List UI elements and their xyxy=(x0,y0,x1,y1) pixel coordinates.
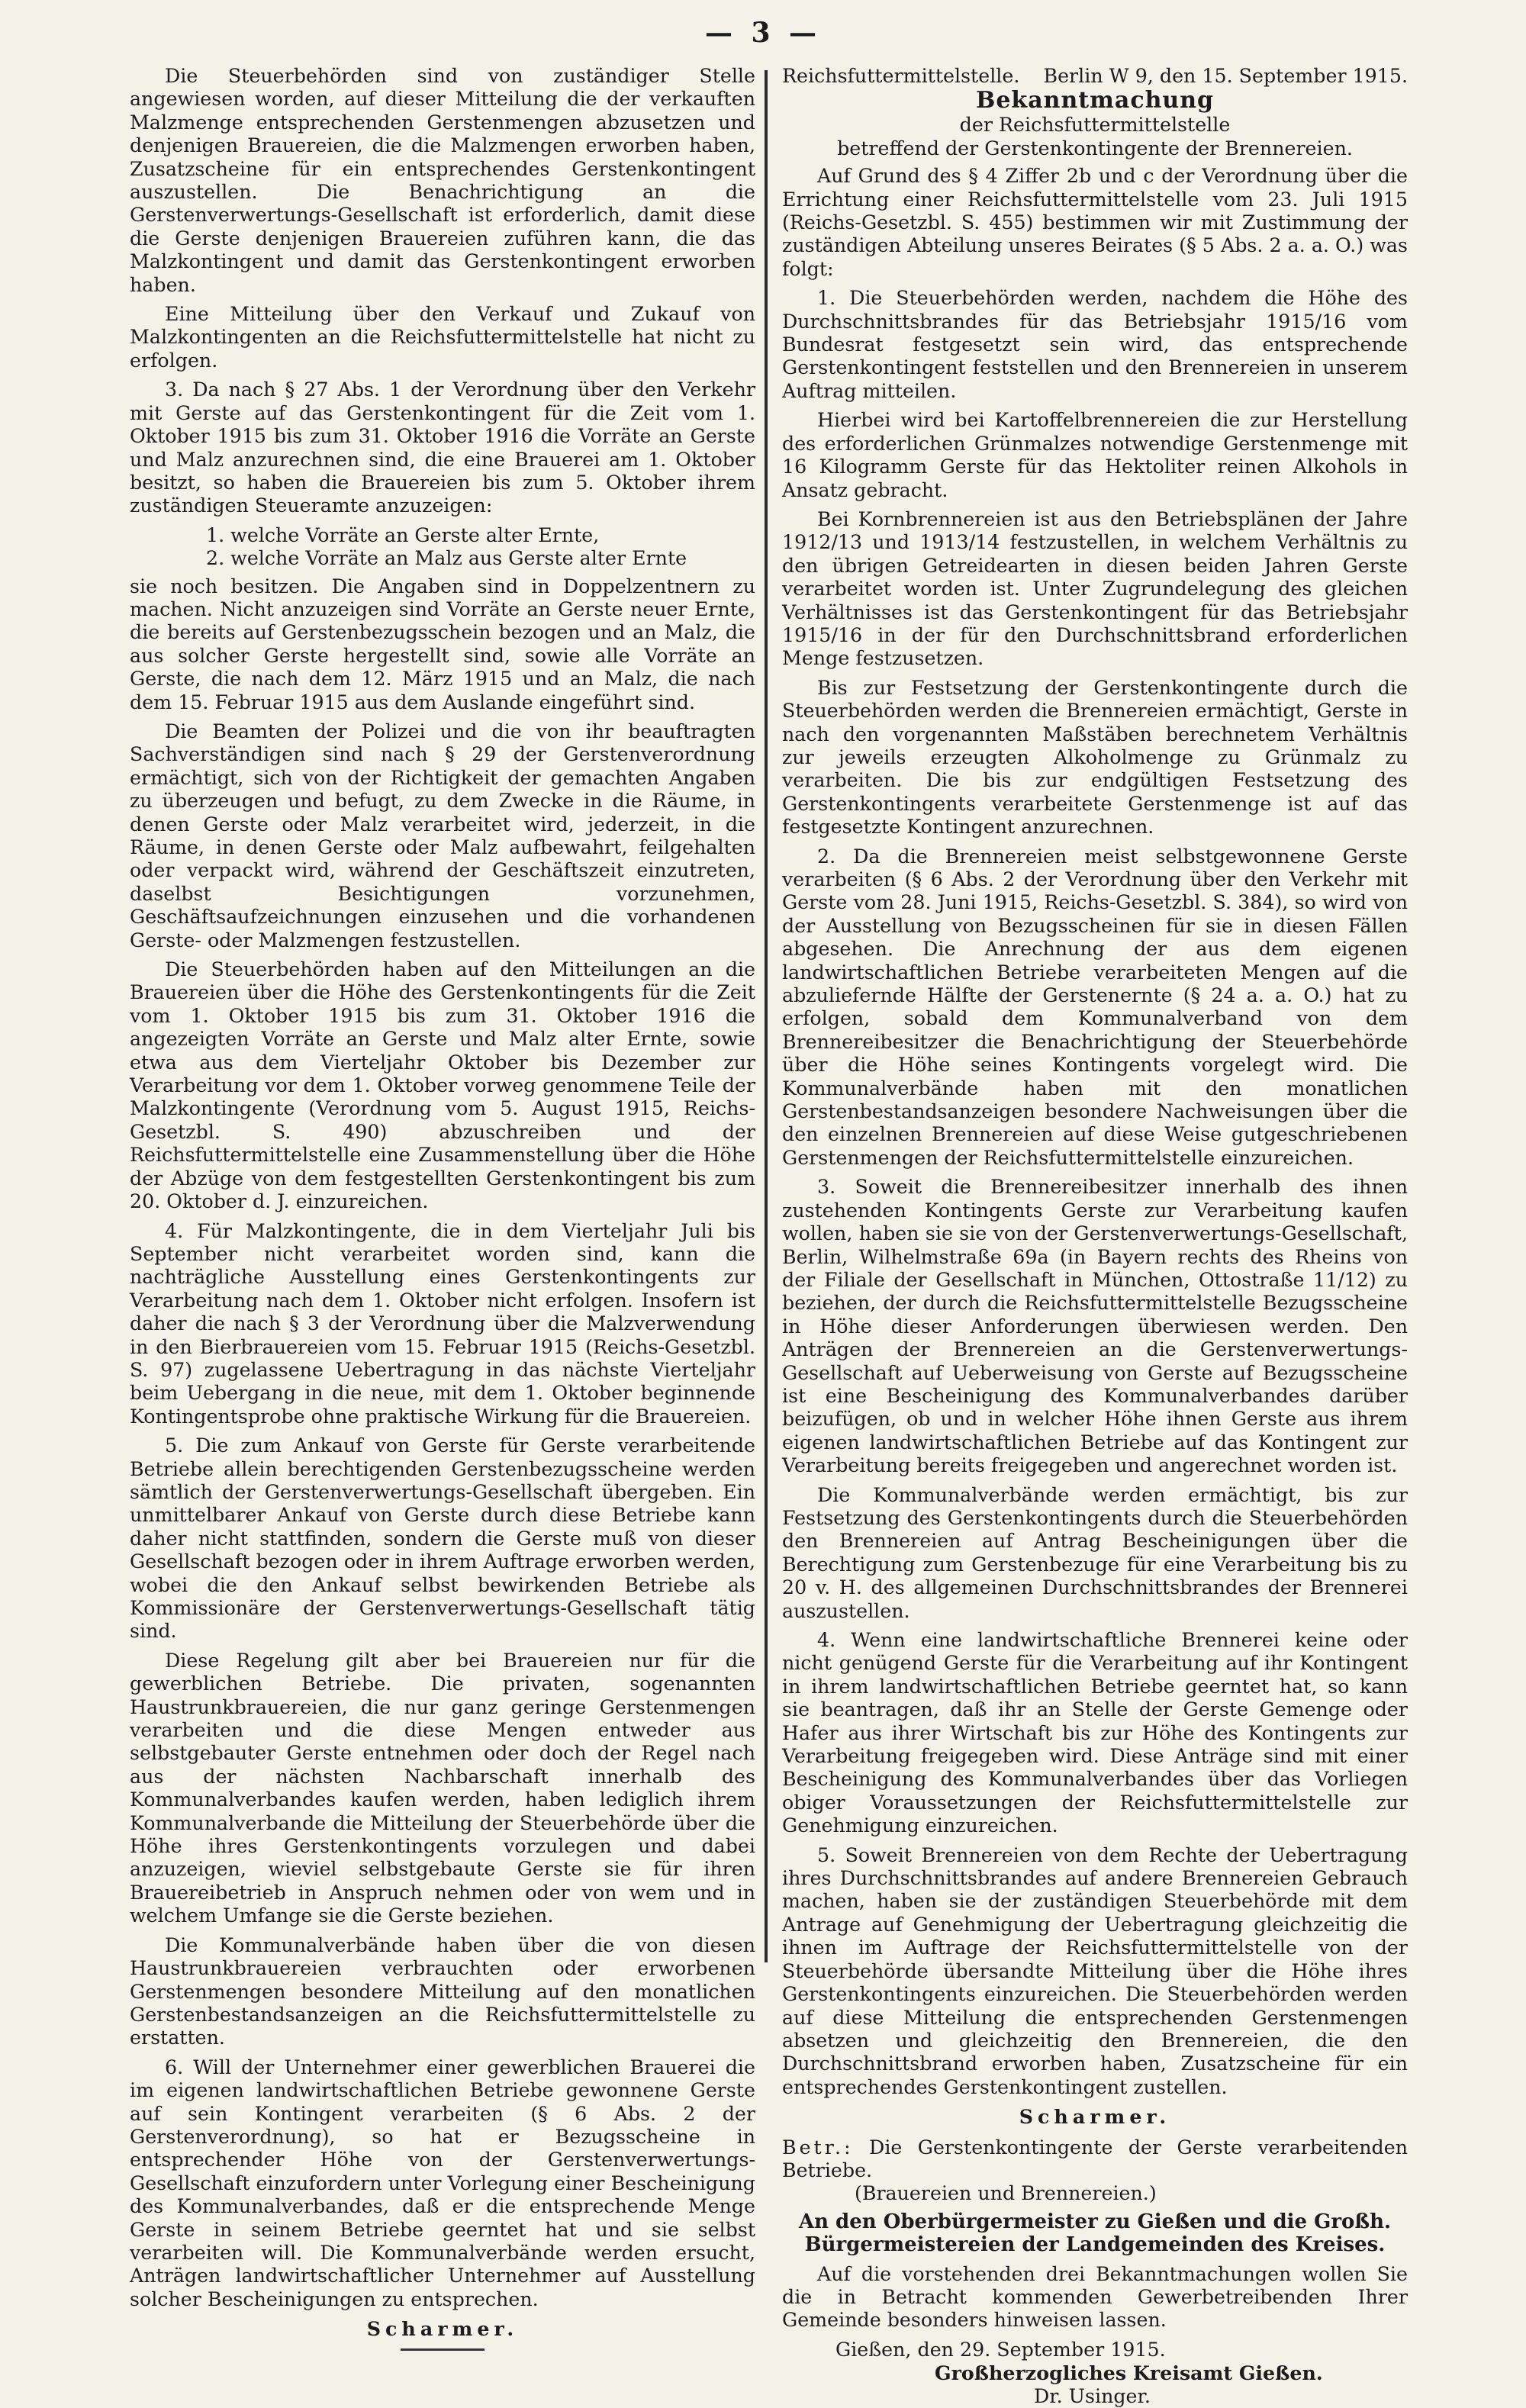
list-item: 2. welche Vorräte an Malz aus Gerste alter Ernte xyxy=(206,547,687,570)
closing-block xyxy=(782,2339,1408,2408)
paragraph: 4. Wenn eine landwirtschaftliche Brennerei keine oder nicht genügend Gerste für die Verarbeitung auf ihr Kontingent in ihrem landwirtschaftlichen Betriebe geerntet hat, so kann sie beantragen, daß ihr an Stelle der Gerste Gemenge oder Hafer aus ihrer Wirtschaft bis zur Höhe des Kontingents zur Verarbeitung freigegeben wird. Diese Anträge sind mit einer Bescheinigung des Kommunalverbandes über das Vorliegen obiger Voraussetzungen der Reichsfuttermittelstelle zur Genehmigung einzureichen. xyxy=(782,1629,1408,1837)
place-date: Berlin W 9, den 15. September 1915. xyxy=(1043,65,1408,87)
paragraph: Auf die vorstehenden drei Bekanntmachungen wollen Sie die in Betracht kommenden Gewerbetreibenden Ihrer Gemeinde besonders hinweisen lassen. xyxy=(782,2262,1408,2332)
subject-text: Die Gerstenkontingente der Gerste verarbeitenden Betriebe. xyxy=(782,2136,1408,2181)
paragraph: Die Kommunalverbände werden ermächtigt, bis zur Festsetzung des Gerstenkontingents durch die Steuerbehörden den Brennereien auf Antrag Bescheinigungen über die Berechtigung zum Gerstenbezuge für eine Verarbeitung bis zu 20 v. H. des allgemeinen Durchschnittsbrandes der Brennerei auszustellen. xyxy=(782,1483,1408,1622)
signature: Scharmer. xyxy=(1019,2105,1171,2129)
right-column xyxy=(782,65,1408,2408)
left-column xyxy=(130,65,755,2351)
paragraph: Die Steuerbehörden sind von zuständiger Stelle angewiesen worden, auf dieser Mitteilung die der verkauften Malzmenge entsprechenden Gerstenmengen abzusetzen und denjenigen Brauereien, die die Malzmengen erworben haben, Zusatzscheine für ein entsprechendes Gerstenkontingent auszustellen. Die Benachrichtigung an die Gerstenverwertungs-Gesellschaft ist erforderlich, damit diese die Gerste denjenigen Brauereien zuführen kann, die das Malzkontingent und damit das Gerstenkontingent erworben haben. xyxy=(130,65,755,296)
vorraete-list xyxy=(130,524,755,571)
column-divider xyxy=(765,70,768,1962)
paragraph: Die Kommunalverbände haben über die von diesen Haustrunkbrauereien verbrauchten oder erworbenen Gerstenmengen besondere Mitteilung auf den monatlichen Gerstenbestandsanzeigen an die Reichsfuttermittelstelle zu erstatten. xyxy=(130,1933,755,2049)
page-number: — 3 — xyxy=(704,17,822,49)
paragraph: Diese Regelung gilt aber bei Brauereien nur für die gewerblichen Betriebe. Die privaten, sogenannten Haustrunkbrauereien, die nur ganz geringe Gerstenmengen verarbeiten und die diese Mengen entweder aus selbstgebauter Gerste entnehmen oder doch der Regel nach aus der nächsten Nachbarschaft innerhalb des Kommunalverbandes kaufen werden, haben lediglich ihrem Kommunalverbande die Mitteilung der Steuerbehörde über die Höhe ihres Gerstenkontingents vorzulegen und dabei anzuzeigen, wieviel selbstgebaute Gerste sie für ihren Brauereibetrieb in Anspruch nehmen oder von wem und in welchem Umfange sie die Gerste beziehen. xyxy=(130,1649,755,1927)
subject-line xyxy=(782,2136,1408,2183)
paragraph: 1. Die Steuerbehörden werden, nachdem die Höhe des Durchschnittsbrandes für das Betriebsjahr 1915/16 vom Bundesrat festgesetzt sein wird, das entsprechende Gerstenkontingent feststellen und den Brennereien in unserem Auftrag mitteilen. xyxy=(782,287,1408,402)
issuer: Reichsfuttermittelstelle. xyxy=(782,65,1020,87)
paragraph: Auf Grund des § 4 Ziffer 2b und c der Verordnung über die Errichtung einer Reichsfuttermittelstelle vom 23. Juli 1915 (Reichs-Gesetzbl. S. 455) bestimmen wir mit Zustimmung der zuständigen Abteilung unseres Beirates (§ 5 Abs. 2 a. a. O.) was folgt: xyxy=(782,165,1408,280)
paragraph: Hierbei wird bei Kartoffelbrennereien die zur Herstellung des erforderlichen Grünmalzes notwendige Gerstenmenge mit 16 Kilogramm Gerste für das Hektoliter reinen Alkohols in Ansatz gebracht. xyxy=(782,409,1408,501)
closing-signer: Dr. Usinger. xyxy=(1034,2384,1151,2407)
subject-subtext: (Brauereien und Brennereien.) xyxy=(855,2182,1157,2205)
paragraph: 2. Da die Brennereien meist selbstgewonnene Gerste verarbeiten (§ 6 Abs. 2 der Verordnung über den Verkehr mit Gerste vom 28. Juni 1915, Reichs-Gesetzbl. S. 384), so wird von der Ausstellung von Bezugsscheinen für sie in diesen Fällen abgesehen. Die Anrechnung der aus dem eigenen landwirtschaftlichen Betriebe verarbeiteten Mengen auf die abzuliefernde Hälfte der Gerstenernte (§ 24 a. a. O.) hat zu erfolgen, sobald dem Kommunalverband von dem Brennereibesitzer die Benachrichtigung der Steuerbehörde über die Höhe seines Kontingents vorgelegt wird. Die Kommunalverbände haben mit den monatlichen Gerstenbestandsanzeigen besondere Nachweisungen über die den einzelnen Brennereien auf diese Weise gutgeschriebenen Gerstenmengen der Reichsfuttermittelstelle einzureichen. xyxy=(782,845,1408,1169)
paragraph: Eine Mitteilung über den Verkauf und Zukauf von Malzkontingenten an die Reichsfuttermittelstelle hat nicht zu erfolgen. xyxy=(130,303,755,372)
paragraph: Die Steuerbehörden haben auf den Mitteilungen an die Brauereien über die Höhe des Gerstenkontingents für die Zeit vom 1. Oktober 1915 bis zum 31. Oktober 1916 die angezeigten Vorräte an Gerste und Malz alter Ernte, sowie etwa aus dem Vierteljahr Oktober bis Dezember zur Verarbeitung vor dem 1. Oktober vorweg genommene Teile der Malzkontingente (Verordnung vom 5. August 1915, Reichs-Gesetzbl. S. 490) abzuschreiben und der Reichsfuttermittelstelle eine Zusammenstellung über die Höhe der Abzüge von dem festgestellten Gerstenkontingent bis zum 20. Oktober d. J. einzureichen. xyxy=(130,958,755,1213)
paragraph: Bis zur Festsetzung der Gerstenkontingente durch die Steuerbehörden werden die Brennereien ermächtigt, Gerste in nach den vorgenannten Maßstäben berechnetem Verhältnis zur jeweils erzeugten Alkoholmenge zu Grünmalz zu verarbeiten. Die bis zur endgültigen Festsetzung des Gerstenkontingents verarbeitete Gerstenmenge ist auf das festgesetzte Kontingent anzurechnen. xyxy=(782,676,1408,839)
closing-place-date: Gießen, den 29. September 1915. xyxy=(835,2338,1166,2361)
subject-label: Betr.: xyxy=(782,2136,854,2159)
paragraph: 5. Die zum Ankauf von Gerste für Gerste verarbeitende Betriebe allein berechtigenden Gerstenbezugsscheine werden sämtlich der Gerstenverwertungs-Gesellschaft übergeben. Ein unmittelbarer Ankauf von Gerste durch diese Betriebe kann daher nicht stattfinden, sondern die Gerste muß von dieser Gesellschaft bezogen oder in ihrem Auftrage erworben werden, wobei die den Ankauf selbst bewirkenden Betriebe als Kommissionäre der Gerstenverwertungs-Gesellschaft tätig sind. xyxy=(130,1434,755,1643)
addressee: An den Oberbürgermeister zu Gießen und die Großh. Bürgermeistereien der Landgemeinden des Kreises. xyxy=(798,2210,1392,2257)
paragraph: Die Beamten der Polizei und die von ihr beauftragten Sachverständigen sind nach § 29 der Gerstenverordnung ermächtigt, sich von der Richtigkeit der gemachten Angaben zu überzeugen und befugt, zu dem Zwecke in die Räume, in denen Gerste oder Malz verarbeitet wird, jederzeit, in die Räume, in denen Gerste oder Malz aufbewahrt, feilgehalten oder verpackt wird, während der Geschäftszeit einzutreten, daselbst Besichtigungen vorzunehmen, Geschäftsaufzeichnungen einzusehen und die vorhandenen Gerste- oder Malzmengen festzustellen. xyxy=(130,720,755,951)
separator-rule xyxy=(401,2348,485,2351)
paragraph: 3. Da nach § 27 Abs. 1 der Verordnung über den Verkehr mit Gerste auf das Gerstenkontingent für die Zeit vom 1. Oktober 1915 bis zum 31. Oktober 1916 die Vorräte an Gerste und Malz anzurechnen sind, die eine Brauerei am 1. Oktober besitzt, so haben die Brauereien bis zum 5. Oktober ihrem zuständigen Steueramte anzuzeigen: xyxy=(130,378,755,517)
announcement-subtitle: betreffend der Gerstenkontingente der Brennereien. xyxy=(837,137,1353,159)
announcement-header xyxy=(782,65,1408,88)
paragraph: sie noch besitzen. Die Angaben sind in Doppelzentnern zu machen. Nicht anzuzeigen sind Vorräte an Gerste neuer Ernte, die bereits auf Gerstenbezugsschein bezogen und an Malz, die aus solcher Gerste hergestellt sind, sowie alle Vorräte an Gerste, die nach dem 12. März 1915 und an Malz, die nach dem 15. Februar 1915 aus dem Auslande eingeführt sind. xyxy=(130,575,755,713)
paragraph: 5. Soweit Brennereien von dem Rechte der Uebertragung ihres Durchschnittsbrandes auf andere Brennereien Gebrauch machen, haben sie der zuständigen Steuerbehörde mit dem Antrage auf Genehmigung der Uebertragung gleichzeitig die ihnen im Auftrage der Reichsfuttermittelstelle von der Steuerbehörde übersandte Mitteilung über die Höhe ihres Gerstenkontingents einzureichen. Die Steuerbehörden werden auf diese Mitteilung die entsprechenden Gerstenmengen absetzen und gleichzeitig den Brennereien, die den Durchschnittsbrand erworben haben, Zusatzscheine für ein entsprechendes Gerstenkontingent zustellen. xyxy=(782,1843,1408,2098)
list-item: 1. welche Vorräte an Gerste alter Ernte, xyxy=(206,523,600,546)
paragraph: 4. Für Malzkontingente, die in dem Vierteljahr Juli bis September nicht verarbeitet worden sind, kann die nachträgliche Ausstellung eines Gerstenkontingents zur Verarbeitung nach dem 1. Oktober nicht erfolgen. Insofern ist daher die nach § 3 der Verordnung über die Malzverwendung in den Bierbrauereien vom 15. Februar 1915 (Reichs-Gesetzbl. S. 97) zugelassene Uebertragung in das nächste Vierteljahr beim Uebergang in die neue, mit dem 1. Oktober beginnende Kontingentsprobe ohne praktische Wirkung für die Brauereien. xyxy=(130,1219,755,1428)
announcement-subtitle: der Reichsfuttermittelstelle xyxy=(959,114,1231,137)
signature: Scharmer. xyxy=(366,2317,519,2341)
paragraph: 3. Soweit die Brennereibesitzer innerhalb des ihnen zustehenden Kontingents Gerste zur Verarbeitung kaufen wollen, haben sie sie von der Gerstenverwertungs-Gesellschaft, Berlin, Wilhelmstraße 69a (in Bayern rechts des Rheins von der Filiale der Gesellschaft in München, Ottostraße 11/12) zu beziehen, der durch die Reichsfuttermittelstelle Bezugsscheine in Höhe dieser Anforderungen überwiesen werden. Den Anträgen der Brennereien an die Gerstenverwertungs-Gesellschaft auf Ueberweisung von Gerste auf Bezugsscheine ist eine Bescheinigung des Kommunalverbandes darüber beizufügen, ob und in welcher Höhe ihnen Gerste aus ihrem eigenen landwirtschaftlichen Betriebe auf das Kontingent zur Verarbeitung bereits freigegeben und angerechnet worden ist. xyxy=(782,1176,1408,1477)
announcement-title: Bekanntmachung xyxy=(975,87,1214,114)
paragraph: 6. Will der Unternehmer einer gewerblichen Brauerei die im eigenen landwirtschaftlichen Betriebe gewonnene Gerste auf sein Kontingent verarbeiten (§ 6 Abs. 2 der Gerstenverordnung), so hat er Bezugsscheine in entsprechender Höhe von der Gerstenverwertungs-Gesellschaft einzufordern unter Vorlegung einer Bescheinigung des Kommunalverbandes, daß er die entsprechende Menge Gerste in seinem Betriebe geerntet hat und sie selbst verarbeiten will. Die Kommunalverbände werden ersucht, Anträgen landwirtschaftlicher Unternehmer auf Ausstellung solcher Bescheinigungen zu entsprechen. xyxy=(130,2055,755,2310)
paragraph: Bei Kornbrennereien ist aus den Betriebsplänen der Jahre 1912/13 und 1913/14 festzustellen, in welchem Verhältnis zu den übrigen Getreidearten in diesen beiden Jahren Gerste verarbeitet worden ist. Unter Zugrundelegung des gleichen Verhältnisses ist das Gerstenkontingent für das Betriebsjahr 1915/16 in der für den Durchschnittsbrand erforderlichen Menge festzusetzen. xyxy=(782,507,1408,670)
closing-office: Großherzogliches Kreisamt Gießen. xyxy=(935,2361,1323,2385)
